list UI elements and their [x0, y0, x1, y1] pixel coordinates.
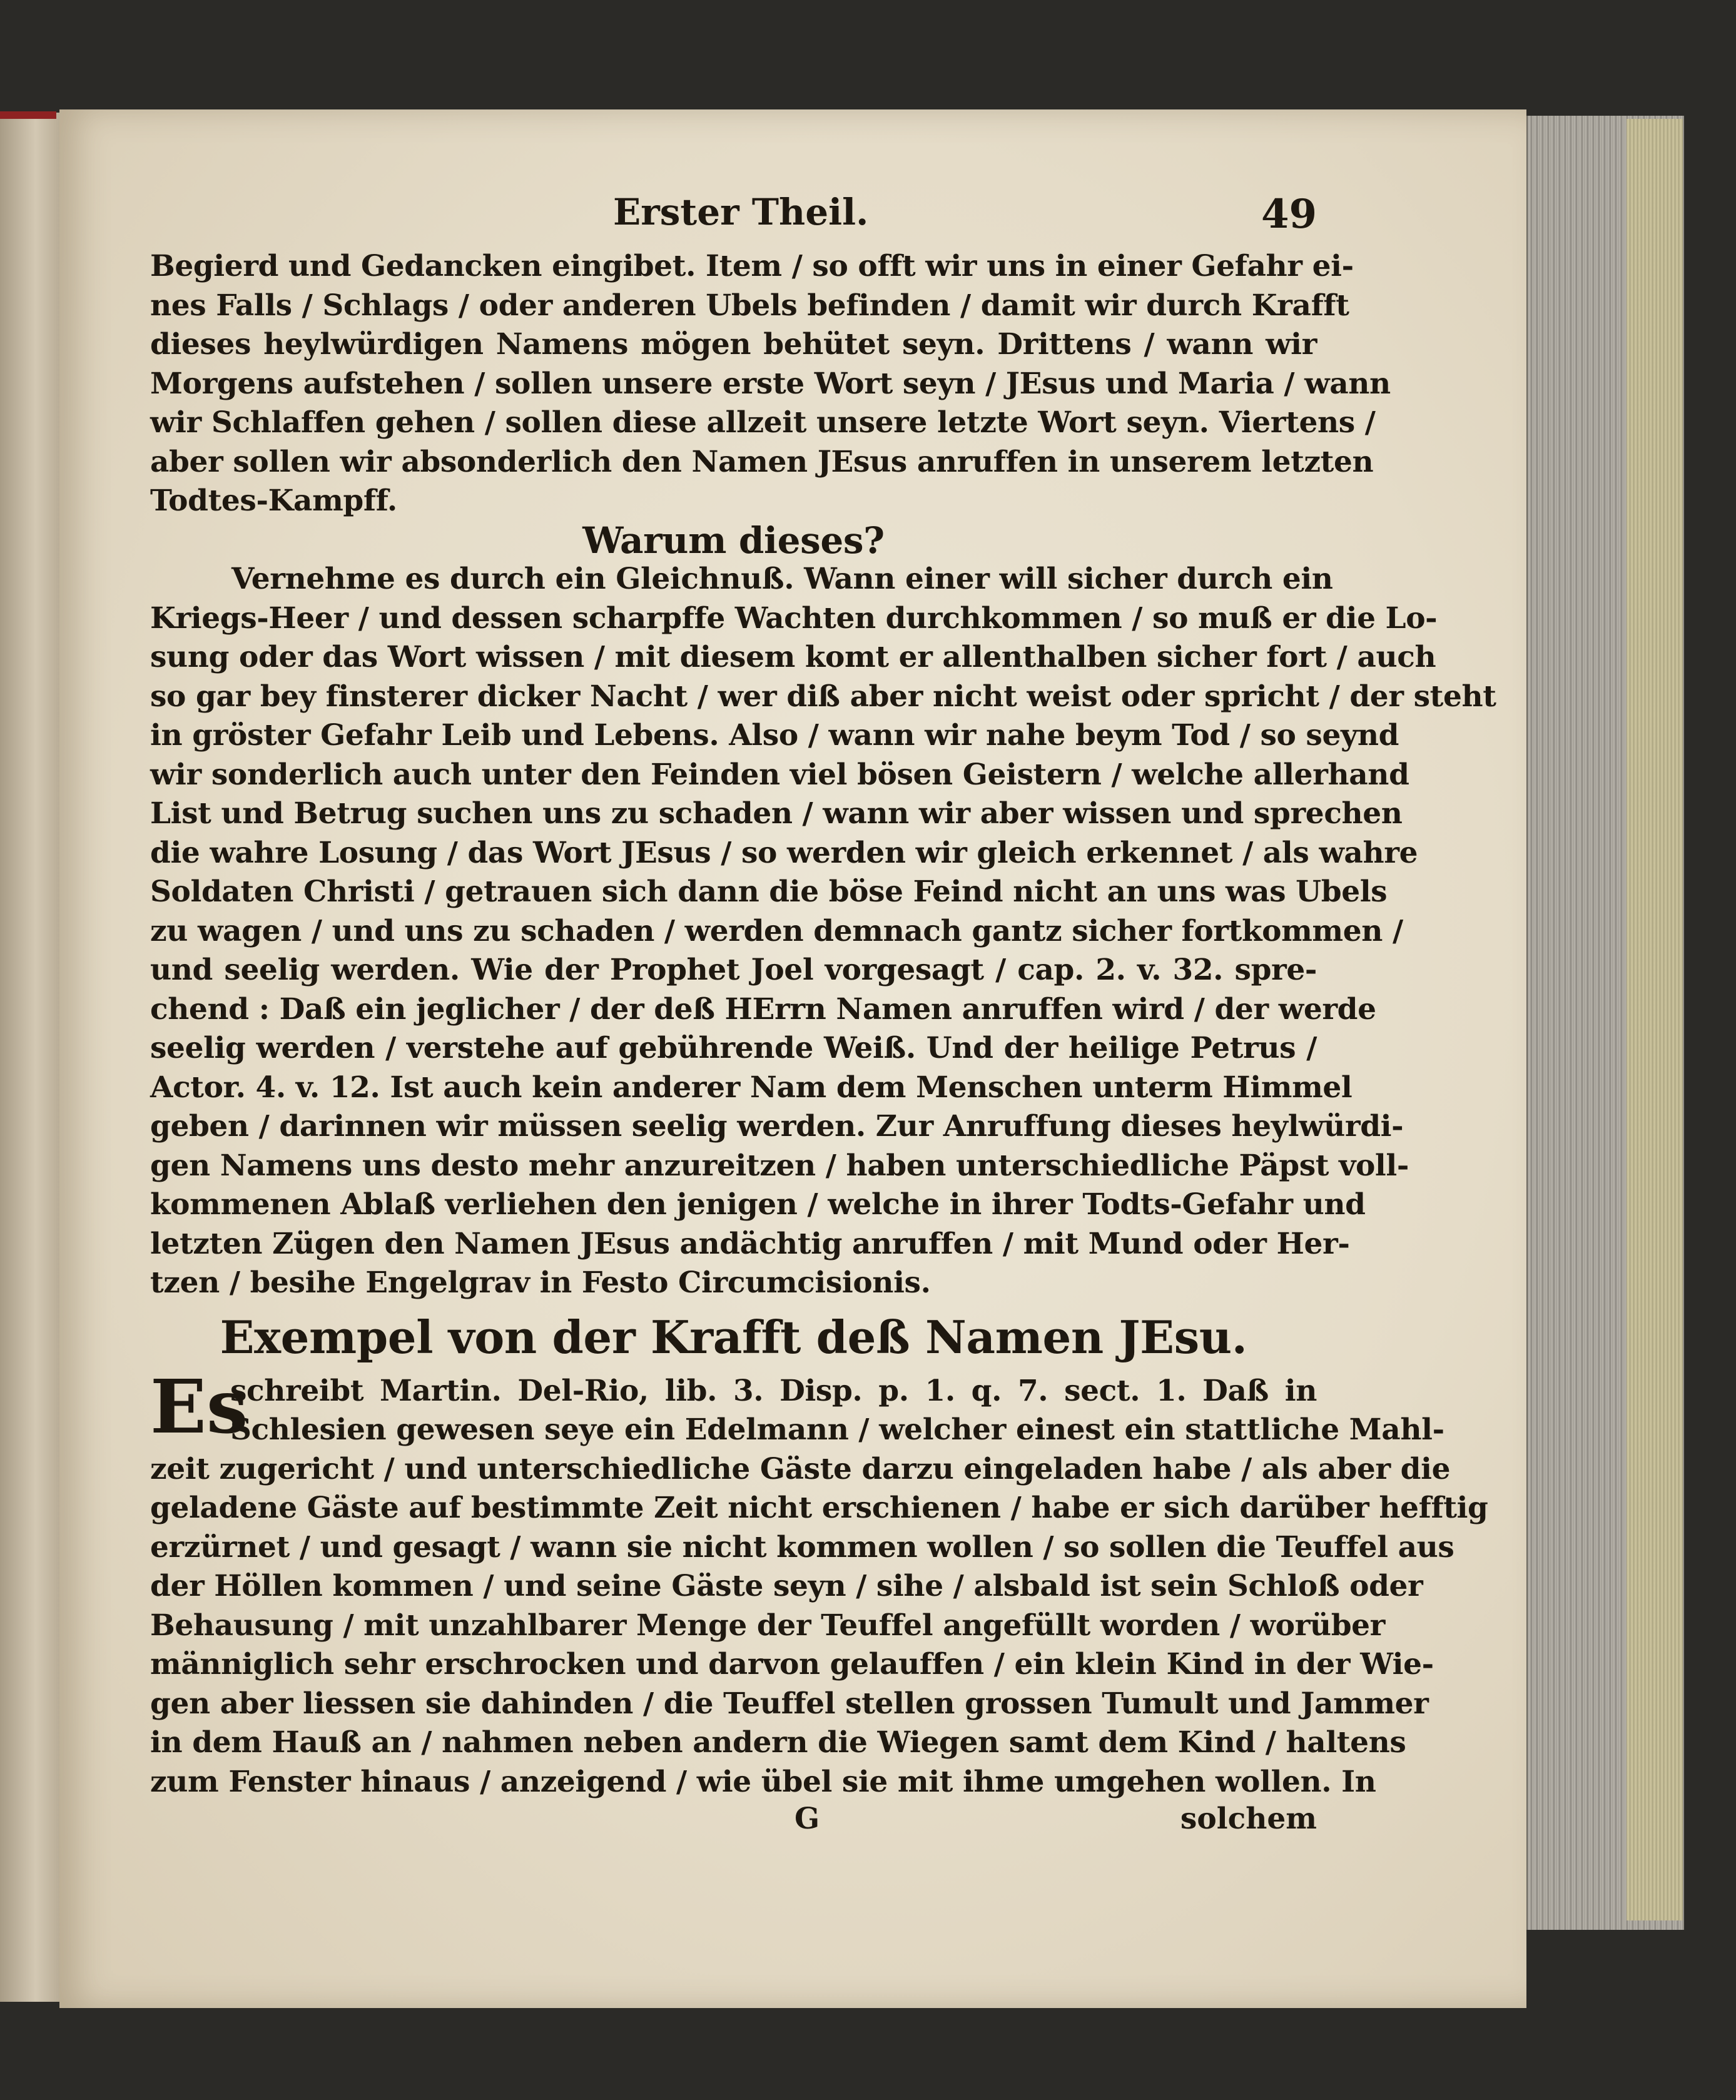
- text-line: sung oder das Wort wissen / mit diesem komt er allenthalben sicher fort / auch: [150, 640, 1436, 674]
- text-line: dieses heylwürdigen Namens mögen behütet seyn. Drittens / wann wir: [150, 327, 1317, 362]
- text-line: gen aber liessen sie dahinden / die Teuffel stellen grossen Tumult und Jammer: [150, 1686, 1429, 1721]
- text-line: Actor. 4. v. 12. Ist auch kein anderer Nam dem Menschen unterm Himmel: [150, 1070, 1353, 1105]
- text-block: [150, 191, 1496, 1845]
- text-line: gen Namens uns desto mehr anzureitzen / haben unterschiedliche Päpst voll-: [150, 1148, 1409, 1183]
- text-line: männiglich sehr erschrocken und darvon gelauffen / ein klein Kind in der Wie-: [150, 1647, 1434, 1682]
- text-line: Kriegs-Heer / und dessen scharpffe Wachten durchkommen / so muß er die Lo-: [150, 601, 1438, 636]
- left-page-edge: [0, 113, 61, 2002]
- text-line: erzürnet / und gesagt / wann sie nicht kommen wollen / so sollen die Teuffel aus: [150, 1529, 1454, 1565]
- page-header: [150, 191, 1317, 247]
- text-line: chend : Daß ein jeglicher / der deß HErrn Namen anruffen wird / der werde: [150, 992, 1376, 1027]
- page-number: 49: [1261, 191, 1317, 238]
- catchword: solchem: [1180, 1802, 1317, 1836]
- text-line: kommenen Ablaß verliehen den jenigen / welche in ihrer Todts-Gefahr und: [150, 1187, 1366, 1222]
- text-line: zu wagen / und uns zu schaden / werden demnach gantz sicher fortkommen /: [150, 913, 1403, 948]
- question-heading: Warum dieses?: [582, 519, 885, 562]
- text-line: geladene Gäste auf bestimmte Zeit nicht erschienen / habe er sich darüber hefftig: [150, 1491, 1488, 1525]
- text-line: Behausung / mit unzahlbarer Menge der Teuffel angefüllt worden / worüber: [150, 1608, 1386, 1643]
- text-line: aber sollen wir absonderlich den Namen JEsus anruffen in unserem letzten: [150, 444, 1374, 479]
- text-line: zum Fenster hinaus / anzeigend / wie übel sie mit ihme umgehen wollen. In: [150, 1764, 1376, 1799]
- text-line: geben / darinnen wir müssen seelig werden. Zur Anruffung dieses heylwürdi-: [150, 1109, 1404, 1144]
- text-line: wir Schlaffen gehen / sollen diese allzeit unsere letzte Wort seyn. Viertens /: [150, 405, 1376, 440]
- text-line: in gröster Gefahr Leib und Lebens. Also / wann wir nahe beym Tod / so seynd: [150, 718, 1399, 753]
- text-line: nes Falls / Schlags / oder anderen Ubels befinden / damit wir durch Krafft: [150, 288, 1349, 323]
- dropcap-initial: Es: [150, 1362, 248, 1450]
- text-line: wir sonderlich auch unter den Feinden viel bösen Geistern / welche allerhand: [150, 757, 1409, 792]
- text-line: die wahre Losung / das Wort JEsus / so werden wir gleich erkennet / als wahre: [150, 835, 1418, 870]
- text-line: Todtes-Kampff.: [150, 484, 397, 518]
- text-line: seelig werden / verstehe auf gebührende Weiß. Und der heilige Petrus /: [150, 1031, 1317, 1065]
- dropcap-block: [150, 1362, 1444, 1450]
- text-line: schreibt Martin. Del-Rio, lib. 3. Disp. p. 1. q. 7. sect. 1. Daß in: [230, 1373, 1317, 1408]
- paragraph-2: [150, 560, 1496, 1303]
- page-footer: [150, 1802, 1317, 1845]
- text-line: Soldaten Christi / getrauen sich dann die böse Feind nicht an uns was Ubels: [150, 875, 1388, 909]
- page-fore-edge-gilt: [1627, 119, 1683, 1920]
- running-head: Erster Theil.: [613, 191, 869, 233]
- text-line: und seelig werden. Wie der Prophet Joel vorgesagt / cap. 2. v. 32. spre-: [150, 953, 1317, 987]
- red-binding-strip: [0, 111, 56, 119]
- example-heading: Exempel von der Krafft deß Namen JEsu.: [220, 1310, 1247, 1364]
- text-line: so gar bey finsterer dicker Nacht / wer diß aber nicht weist oder spricht / der steht: [150, 679, 1496, 714]
- text-line: List und Betrug suchen uns zu schaden / wann wir aber wissen und sprechen: [150, 796, 1403, 831]
- text-line: tzen / besihe Engelgrav in Festo Circumcisionis.: [150, 1266, 931, 1300]
- text-line: Vernehme es durch ein Gleichnuß. Wann einer will sicher durch ein: [231, 562, 1333, 596]
- text-line: Morgens aufstehen / sollen unsere erste Wort seyn / JEsus und Maria / wann: [150, 366, 1391, 401]
- text-line: zeit zugericht / und unterschiedliche Gäste darzu eingeladen habe / als aber die: [150, 1451, 1451, 1486]
- text-line: Begierd und Gedancken eingibet. Item / so offt wir uns in einer Gefahr ei-: [150, 249, 1354, 283]
- text-line: der Höllen kommen / und seine Gäste seyn / sihe / alsbald ist sein Schloß oder: [150, 1569, 1423, 1603]
- text-line: Schlesien gewesen seye ein Edelmann / welcher einest ein stattliche Mahl-: [230, 1413, 1444, 1447]
- signature-mark: G: [794, 1802, 820, 1836]
- paragraph-3: [150, 1362, 1488, 1802]
- text-line: in dem Hauß an / nahmen neben andern die Wiegen samt dem Kind / haltens: [150, 1725, 1406, 1760]
- paragraph-1: [150, 247, 1391, 521]
- text-line: letzten Zügen den Namen JEsus andächtig anruffen / mit Mund oder Her-: [150, 1226, 1350, 1261]
